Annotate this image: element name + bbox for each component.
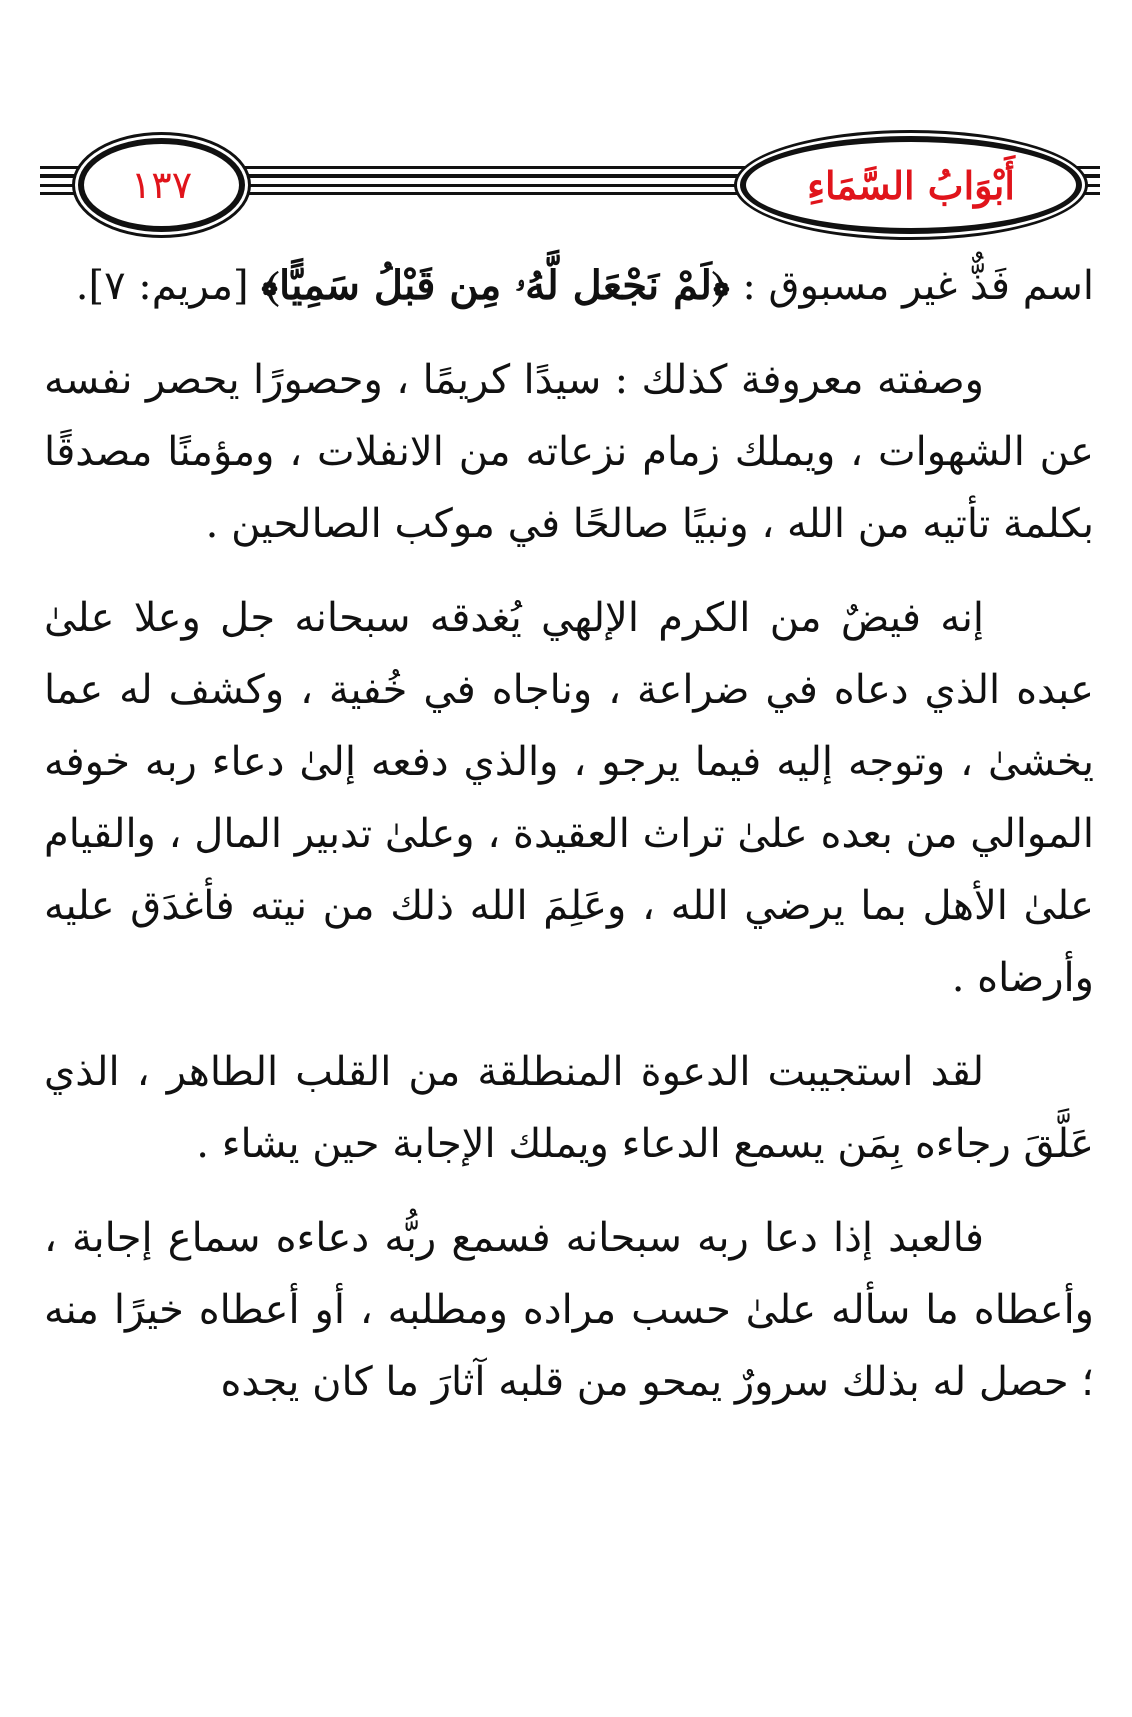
- verse-reference: [مريم: ٧].: [75, 263, 262, 309]
- quran-verse: ﴿لَمْ نَجْعَل لَّهُۥ مِن قَبْلُ سَمِيًّا﴾: [261, 262, 730, 309]
- paragraph-2: وصفته معروفة كذلك : سيدًا كريمًا ، وحصورًا يحصر نفسه عن الشهوات ، ويملك زمام نزعاته من الانفلات ، ومؤمنًا مصدقًا بكلمة تأتيه من الله ، ونبيًا صالحًا في موكب الصالحين .: [44, 357, 1094, 547]
- paragraph-3: إنه فيضٌ من الكرم الإلهي يُغدقه سبحانه جل وعلا علىٰ عبده الذي دعاه في ضراعة ، وناجاه في خُفية ، وكشف له عما يخشىٰ ، وتوجه إليه فيما يرجو ، والذي دفعه إلىٰ دعاء ربه خوفه الموالي من بعده علىٰ تراث العقيدة ، وعلىٰ تدبير المال ، والقيام علىٰ الأهل بما يرضي الله ، وعَلِمَ الله ذلك من نيته فأغدَق عليه وأرضاه .: [44, 595, 1094, 1001]
- page-header: [40, 128, 1100, 238]
- page-number: ١٣٧: [130, 163, 193, 207]
- book-title: أَبْوَابُ السَّمَاءِ: [807, 162, 1015, 208]
- paragraph-5: فالعبد إذا دعا ربه سبحانه فسمع ربُّه دعاءه سماع إجابة ، وأعطاه ما سأله علىٰ حسب مراده ومطلبه ، أو أعطاه خيرًا منه ؛ حصل له بذلك سرورٌ يمحو من قلبه آثارَ ما كان يجده: [44, 1215, 1094, 1405]
- paragraph-text: اسم فَذٌّ غير مسبوق :: [729, 263, 1094, 309]
- book-title-oval: [740, 136, 1082, 234]
- paragraph-1: [44, 250, 1094, 322]
- page-body: [44, 250, 1094, 1418]
- paragraph-4: لقد استجيبت الدعوة المنطلقة من القلب الطاهر ، الذي عَلَّقَ رجاءه بِمَن يسمع الدعاء ويملك الإجابة حين يشاء .: [44, 1049, 1094, 1167]
- page-number-oval: [78, 138, 245, 232]
